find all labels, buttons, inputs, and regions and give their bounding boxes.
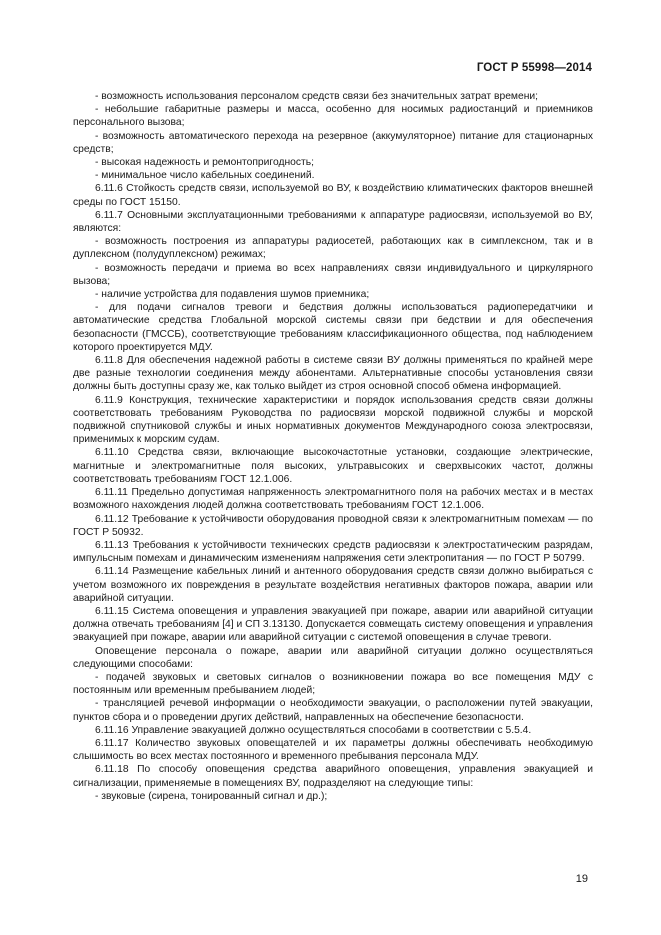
paragraph: - небольшие габаритные размеры и масса, особенно для носимых радиостанций и приемников персонального вызова; bbox=[73, 104, 593, 129]
paragraph: 6.11.16 Управление эвакуацией должно осуществляться способами в соответствии с 5.5.4. bbox=[95, 724, 532, 736]
paragraph: - возможность построения из аппаратуры радиосетей, работающих как в симплексном, так и в дуплексном (полудуплексном) режимах; bbox=[73, 236, 593, 261]
standard-header: ГОСТ Р 55998—2014 bbox=[476, 62, 592, 74]
paragraph: 6.11.15 Система оповещения и управления эвакуацией при пожаре, аварии или аварийной ситуации должна отвечать требованиям [4] и СП 3.13130. Допускается совмещать систему оповещения и управления эвакуацией при пожаре, аварии или аварийной ситуации с системой оповещения в случае тревоги. bbox=[73, 605, 593, 644]
paragraph: 6.11.10 Средства связи, включающие высокочастотные установки, создающие электрические, магнитные и электромагнитные поля высоких, ультравысоких и сверхвысоких частот, должны соответствовать требованиям ГОСТ 12.1.006. bbox=[73, 447, 593, 485]
page-number: 19 bbox=[575, 873, 588, 885]
document-body bbox=[73, 90, 593, 803]
paragraph: - возможность передачи и приема во всех направлениях связи индивидуального и циркулярного вызова; bbox=[73, 262, 593, 287]
paragraph: 6.11.6 Стойкость средств связи, используемой во ВУ, к воздействию климатических факторов внешней среды по ГОСТ 15150. bbox=[73, 183, 593, 208]
paragraph: - наличие устройства для подавления шумов приемника; bbox=[95, 289, 370, 301]
paragraph: 6.11.11 Предельно допустимая напряженность электромагнитного поля на рабочих местах и в местах возможного нахождения людей должна соответствовать требованиям ГОСТ 12.1.006. bbox=[73, 487, 593, 512]
paragraph: 6.11.13 Требования к устойчивости технических средств радиосвязи к электростатическим разрядам, импульсным помехам и динамическим изменениям напряжения сети электропитания — по ГОСТ Р 50799. bbox=[73, 539, 593, 565]
paragraph: - для подачи сигналов тревоги и бедствия должны использоваться радиопередатчики и автоматические средства Глобальной морской системы связи при бедствии и для обеспечения безопасности (ГМССБ), соответствующие требованиям классификационного общества, под наблюдением которого проектируется МДУ. bbox=[73, 302, 593, 353]
paragraph: 6.11.7 Основными эксплуатационными требованиями к аппаратуре радиосвязи, используемой во ВУ, являются: bbox=[73, 209, 593, 235]
paragraph: 6.11.14 Размещение кабельных линий и антенного оборудования средств связи должно выбираться с учетом возможного их повреждения в результате воздействия негативных факторов пожара, аварии или аварийной ситуации. bbox=[73, 566, 593, 604]
paragraph: 6.11.12 Требование к устойчивости оборудования проводной связи к электромагнитным помехам — по ГОСТ Р 50932. bbox=[73, 513, 593, 538]
paragraph: 6.11.8 Для обеспечения надежной работы в системе связи ВУ должны применяться по крайней мере две разные технологии соединения между абонентами. Альтернативные способы установления связи должны быть доступны сразу же, как только выйдет из строя основной способ обмена информацией. bbox=[73, 355, 593, 393]
paragraph: - подачей звуковых и световых сигналов о возникновении пожара во все помещения МДУ с постоянным или временным пребыванием людей; bbox=[73, 671, 593, 697]
paragraph: - возможность автоматического перехода на резервное (аккумуляторное) питание для стационарных средств; bbox=[73, 130, 593, 155]
paragraph: Оповещение персонала о пожаре, аварии или аварийной ситуации должно осуществляться следующими способами: bbox=[73, 645, 593, 670]
paragraph: 6.11.9 Конструкция, технические характеристики и порядок использования средств связи должны соответствовать требованиям Руководства по радиосвязи морской подвижной службы и морской подвижной спутниковой службы и иных нормативных документов Международного союза электросвязи, применимых к морским судам. bbox=[73, 394, 593, 446]
paragraph: 6.11.18 По способу оповещения средства аварийного оповещения, управления эвакуацией и сигнализации, применяемые в помещениях ВУ, подразделяют на следующие типы: bbox=[73, 764, 593, 789]
paragraph: 6.11.17 Количество звуковых оповещателей и их параметры должны обеспечивать необходимую слышимость во всех местах постоянного и временного пребывания персонала МДУ. bbox=[73, 737, 593, 763]
paragraph: - трансляцией речевой информации о необходимости эвакуации, о расположении путей эвакуации, пунктов сбора и о проведении других действий, направленных на обеспечение безопасности. bbox=[73, 698, 593, 723]
paragraph: - звуковые (сирена, тонированный сигнал и др.); bbox=[95, 790, 328, 802]
paragraph: - возможность использования персоналом средств связи без значительных затрат времени; bbox=[95, 91, 539, 102]
paragraph: - минимальное число кабельных соединений. bbox=[95, 170, 315, 182]
paragraph: - высокая надежность и ремонтопригодность; bbox=[95, 157, 314, 169]
